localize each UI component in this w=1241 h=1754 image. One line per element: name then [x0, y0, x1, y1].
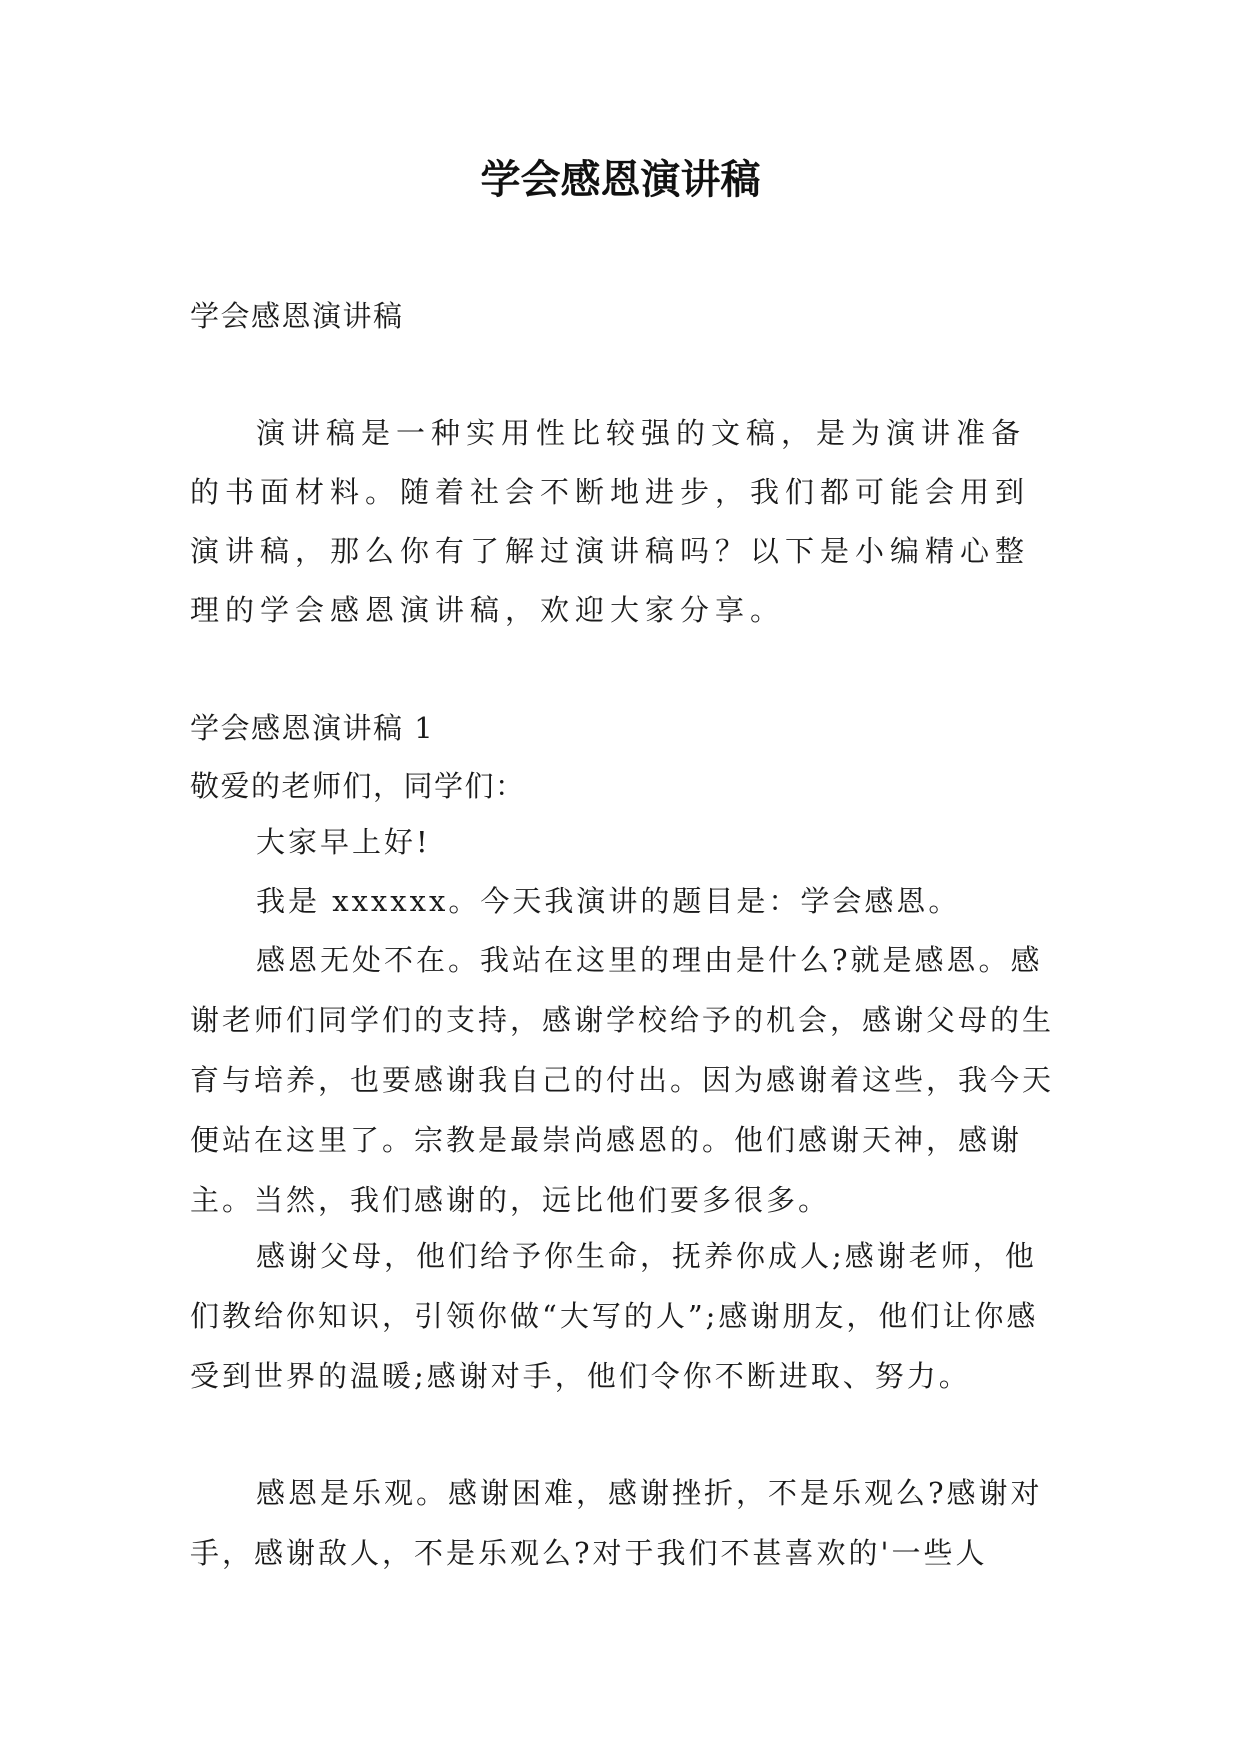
document-title: 学会感恩演讲稿 [480, 157, 761, 203]
intro-paragraph: 演讲稿是一种实用性比较强的文稿，是为演讲准备的书面材料。随着社会不断地进步，我们都可能会用到演讲稿，那么你有了解过演讲稿吗？以下是小编精心整理的学会感恩演讲稿，欢迎大家分享。 [190, 416, 1031, 627]
paragraph-thanks-list: 感谢父母，他们给予你生命，抚养你成人;感谢老师，他们教给你知识，引领你做“大写的人”;感谢朋友，他们让你感受到世界的温暖;感谢对手，他们令你不断进取、努力。 [190, 1239, 1039, 1393]
paragraph-gratitude-everywhere: 感恩无处不在。我站在这里的理由是什么?就是感恩。感谢老师们同学们的支持，感谢学校给予的机会，感谢父母的生育与培养，也要感谢我自己的付出。因为感谢着这些，我今天便站在这里了。宗教是最崇尚感恩的。他们感谢天神，感谢主。当然，我们感谢的，远比他们要多很多。 [190, 943, 1055, 1217]
salutation: 敬爱的老师们，同学们： [190, 769, 526, 803]
paragraph-self-introduction: 我是 xxxxxx。今天我演讲的题目是：学会感恩。 [256, 884, 961, 918]
speech-heading: 学会感恩演讲稿 1 [190, 711, 435, 745]
paragraph-gratitude-optimism: 感恩是乐观。感谢困难，感谢挫折，不是乐观么?感谢对手，感谢敌人，不是乐观么?对于我们不甚喜欢的'一些人 [190, 1476, 1043, 1570]
paragraph-greeting: 大家早上好! [256, 825, 431, 859]
document-subtitle: 学会感恩演讲稿 [190, 299, 404, 333]
